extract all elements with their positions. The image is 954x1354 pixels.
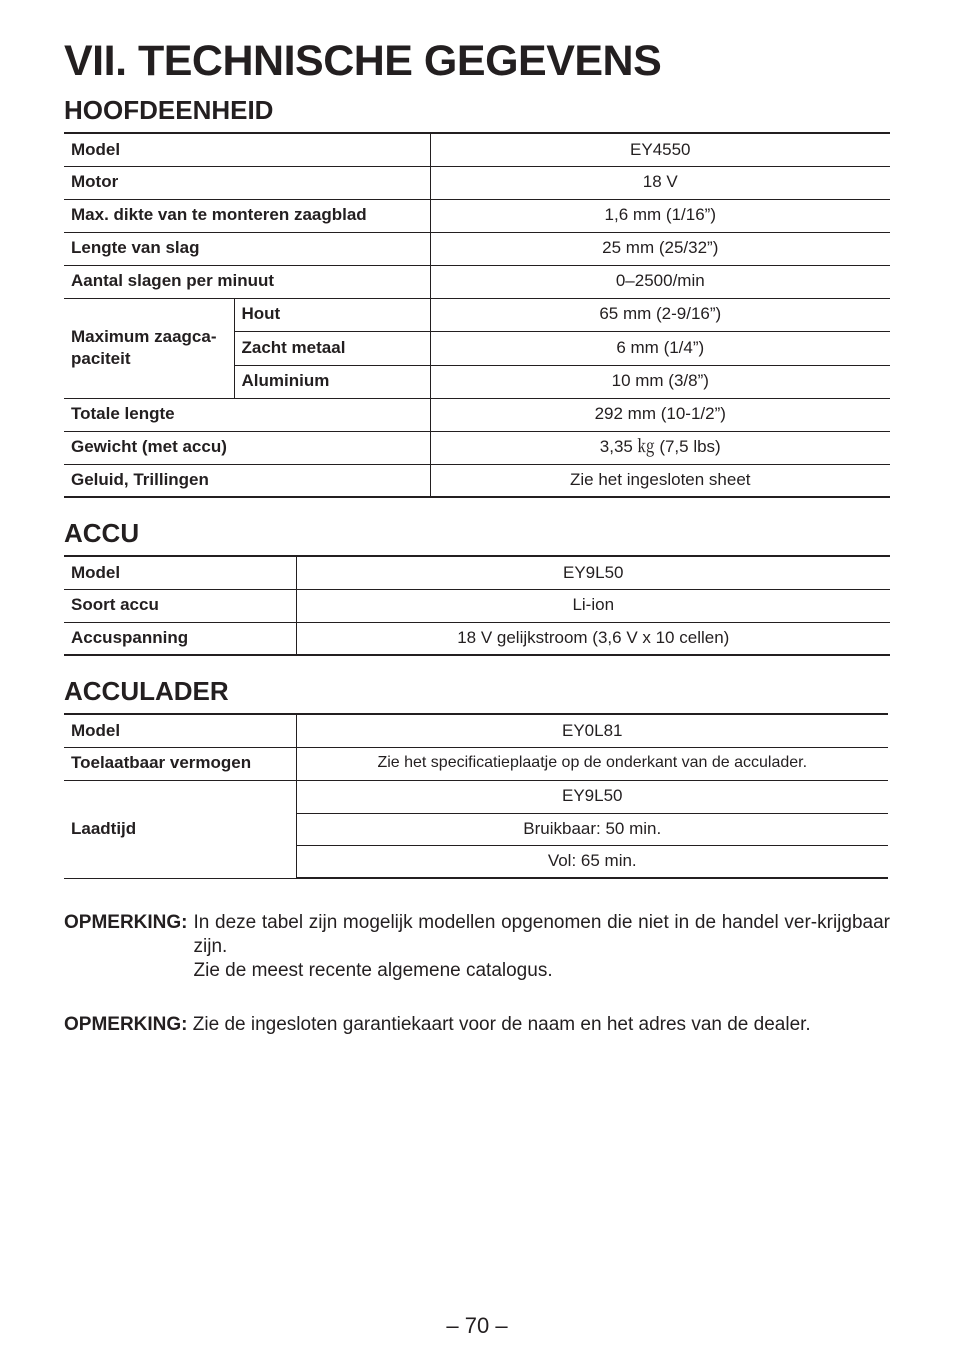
table-row bbox=[64, 166, 890, 199]
table-row bbox=[64, 133, 890, 166]
mild-steel-value: 6 mm (1/4”) bbox=[430, 331, 890, 365]
table-row bbox=[64, 232, 890, 265]
charger-spec-table bbox=[64, 713, 888, 879]
aluminium-value: 10 mm (3/8”) bbox=[430, 365, 890, 398]
charger-model-value: EY0L81 bbox=[296, 714, 888, 747]
table-row bbox=[64, 622, 890, 655]
note-text-catalog: Zie de meest recente algemene catalogus. bbox=[193, 960, 553, 981]
note-availability bbox=[64, 911, 890, 983]
charge-usable-value: Bruikbaar: 50 min. bbox=[296, 813, 888, 845]
weight-value: 3,35 ㎏ (7,5 lbs) bbox=[430, 431, 890, 464]
main-unit-spec-table bbox=[64, 132, 890, 498]
strokes-per-minute-label: Aantal slagen per minuut bbox=[64, 265, 430, 298]
model-value: EY4550 bbox=[430, 133, 890, 166]
table-row bbox=[64, 398, 890, 431]
charger-rating-label: Toelaatbaar vermogen bbox=[64, 747, 296, 780]
table-row bbox=[64, 199, 890, 232]
mild-steel-label: Zacht metaal bbox=[234, 331, 430, 365]
stroke-length-value: 25 mm (25/32”) bbox=[430, 232, 890, 265]
table-row bbox=[64, 464, 890, 497]
note-label: OPMERKING: bbox=[64, 912, 188, 933]
charger-model-label: Model bbox=[64, 714, 296, 747]
charge-time-label: Laadtijd bbox=[64, 780, 296, 878]
table-row bbox=[64, 589, 890, 622]
section-title-charger: ACCULADER bbox=[64, 676, 229, 706]
section-title-battery: ACCU bbox=[64, 518, 140, 548]
note-text: In deze tabel zijn mogelijk modellen opgenomen die niet in de handel ver-krijgbaar zijn. bbox=[193, 912, 890, 957]
noise-vibration-value: Zie het ingesloten sheet bbox=[430, 464, 890, 497]
page-title: VII. TECHNISCHE GEGEVENS bbox=[64, 37, 662, 85]
note-dealer bbox=[64, 1013, 890, 1037]
table-row bbox=[64, 431, 890, 464]
page-number: – 70 – bbox=[446, 1313, 508, 1338]
battery-model-value: EY9L50 bbox=[296, 556, 890, 589]
blade-thickness-value: 1,6 mm (1/16”) bbox=[430, 199, 890, 232]
motor-value: 18 V bbox=[430, 166, 890, 199]
battery-type-label: Soort accu bbox=[64, 589, 296, 622]
capacity-label: Maximum zaagca-paciteit bbox=[64, 298, 234, 398]
battery-spec-table bbox=[64, 555, 890, 656]
note-label: OPMERKING: bbox=[64, 1014, 188, 1035]
noise-vibration-label: Geluid, Trillingen bbox=[64, 464, 430, 497]
table-row bbox=[64, 714, 888, 747]
blade-thickness-label: Max. dikte van te monteren zaagblad bbox=[64, 199, 430, 232]
wood-value: 65 mm (2-9/16”) bbox=[430, 298, 890, 331]
wood-label: Hout bbox=[234, 298, 430, 331]
overall-length-value: 292 mm (10-1/2”) bbox=[430, 398, 890, 431]
aluminium-label: Aluminium bbox=[234, 365, 430, 398]
weight-label: Gewicht (met accu) bbox=[64, 431, 430, 464]
model-label: Model bbox=[64, 133, 430, 166]
battery-model-label: Model bbox=[64, 556, 296, 589]
charger-rating-value: Zie het specificatieplaatje op de onderkant van de acculader. bbox=[296, 747, 888, 780]
battery-type-value: Li-ion bbox=[296, 589, 890, 622]
battery-voltage-label: Accuspanning bbox=[64, 622, 296, 655]
charge-full-value: Vol: 65 min. bbox=[296, 845, 888, 878]
table-row bbox=[64, 556, 890, 589]
motor-label: Motor bbox=[64, 166, 430, 199]
note-text: Zie de ingesloten garantiekaart voor de naam en het adres van de dealer. bbox=[192, 1014, 811, 1035]
table-row bbox=[64, 298, 890, 331]
section-title-main-unit: HOOFDEENHEID bbox=[64, 95, 274, 125]
strokes-per-minute-value: 0–2500/min bbox=[430, 265, 890, 298]
charge-model-value: EY9L50 bbox=[296, 780, 888, 813]
table-row bbox=[64, 265, 890, 298]
overall-length-label: Totale lengte bbox=[64, 398, 430, 431]
battery-voltage-value: 18 V gelijkstroom (3,6 V x 10 cellen) bbox=[296, 622, 890, 655]
table-row bbox=[64, 747, 888, 780]
table-row bbox=[64, 780, 888, 813]
stroke-length-label: Lengte van slag bbox=[64, 232, 430, 265]
